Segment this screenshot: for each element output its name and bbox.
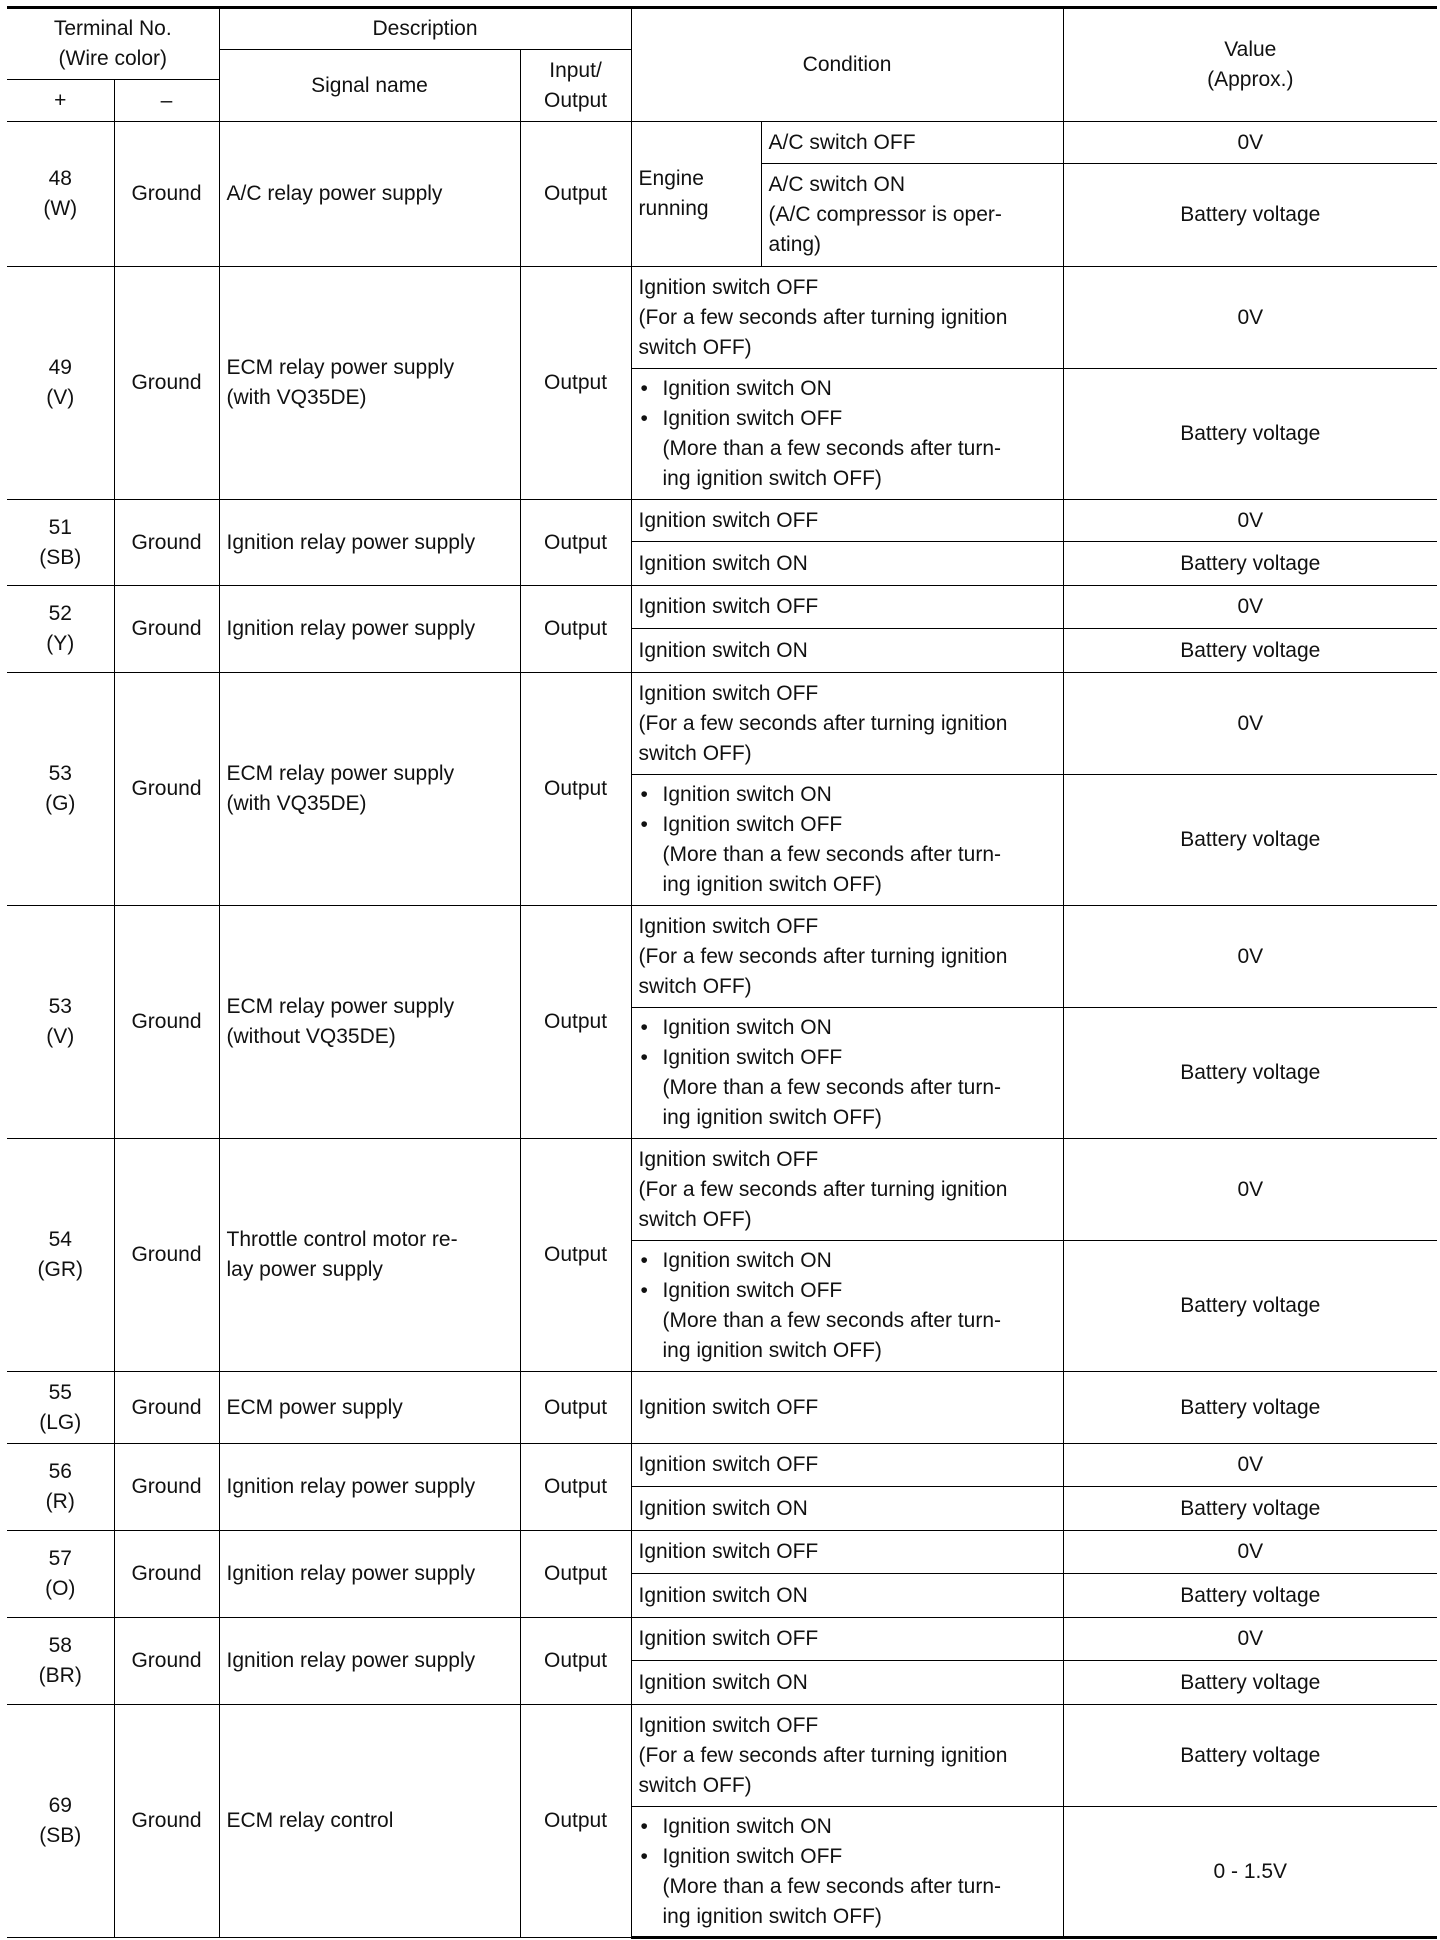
condition-bullet-list (639, 374, 1056, 434)
value-cell: 0V (1063, 267, 1437, 369)
terminal-number: 52 (Y) (7, 586, 114, 673)
condition-cell: A/C switch OFF (761, 122, 1063, 164)
value-cell: Battery voltage (1063, 369, 1437, 500)
ground-terminal: Ground (114, 673, 219, 906)
table-row (7, 1531, 1437, 1574)
ground-terminal: Ground (114, 1444, 219, 1531)
terminal-number: 51 (SB) (7, 500, 114, 586)
condition-bullet: • Ignition switch ON (639, 780, 1056, 810)
value-cell: 0V (1063, 1618, 1437, 1661)
ground-terminal: Ground (114, 500, 219, 586)
input-output: Output (520, 1139, 631, 1372)
condition-cell: Ignition switch OFF (631, 1531, 1063, 1574)
value-cell: 0V (1063, 1444, 1437, 1487)
condition-cell: Ignition switch OFF (631, 586, 1063, 629)
value-cell: Battery voltage (1063, 1487, 1437, 1531)
table-row (7, 122, 1437, 164)
condition-bullet-list (639, 780, 1056, 840)
condition-bullet: • Ignition switch OFF (639, 404, 1056, 434)
signal-name: ECM relay control (219, 1705, 520, 1938)
value-cell: Battery voltage (1063, 1661, 1437, 1705)
table-row (7, 1139, 1437, 1241)
condition-bullet-list (639, 1013, 1056, 1073)
input-output: Output (520, 906, 631, 1139)
value-cell: Battery voltage (1063, 1241, 1437, 1372)
value-cell: 0V (1063, 1139, 1437, 1241)
condition-cell: A/C switch ON (A/C compressor is oper- ating) (761, 164, 1063, 267)
condition-cell: Ignition switch OFF (For a few seconds after turning ignition switch OFF) (631, 1139, 1063, 1241)
terminal-number: 56 (R) (7, 1444, 114, 1531)
input-output: Output (520, 1531, 631, 1618)
value-cell: Battery voltage (1063, 1574, 1437, 1618)
condition-cell: Ignition switch ON (631, 1574, 1063, 1618)
signal-name: ECM relay power supply (with VQ35DE) (219, 673, 520, 906)
condition-cell (631, 1807, 1063, 1938)
condition-cell: Ignition switch OFF (For a few seconds after turning ignition switch OFF) (631, 673, 1063, 775)
terminal-number: 48 (W) (7, 122, 114, 267)
condition-bullet: • Ignition switch OFF (639, 810, 1056, 840)
table-row (7, 1372, 1437, 1444)
value-cell: 0V (1063, 1531, 1437, 1574)
condition-cell: Ignition switch OFF (For a few seconds after turning ignition switch OFF) (631, 267, 1063, 369)
ground-terminal: Ground (114, 586, 219, 673)
table-row (7, 267, 1437, 369)
header-signal-name: Signal name (219, 50, 520, 122)
signal-name: ECM relay power supply (without VQ35DE) (219, 906, 520, 1139)
ground-terminal: Ground (114, 906, 219, 1139)
input-output: Output (520, 673, 631, 906)
condition-bullet: • Ignition switch OFF (639, 1276, 1056, 1306)
value-cell: Battery voltage (1063, 1008, 1437, 1139)
condition-cell: Ignition switch OFF (631, 1444, 1063, 1487)
terminal-number: 69 (SB) (7, 1705, 114, 1938)
header-condition: Condition (631, 8, 1063, 122)
condition-cell (631, 775, 1063, 906)
table-row (7, 673, 1437, 775)
condition-bullet-list (639, 1246, 1056, 1306)
value-cell: Battery voltage (1063, 1372, 1437, 1444)
header-description: Description (219, 8, 631, 50)
value-cell: 0V (1063, 906, 1437, 1008)
value-cell: Battery voltage (1063, 1705, 1437, 1807)
condition-cell: Ignition switch ON (631, 629, 1063, 673)
condition-note: (More than a few seconds after turn- ing ignition switch OFF) (662, 437, 1002, 490)
terminal-number: 58 (BR) (7, 1618, 114, 1705)
ground-terminal: Ground (114, 122, 219, 267)
table-row (7, 1618, 1437, 1661)
condition-cell (631, 1241, 1063, 1372)
condition-note: (More than a few seconds after turn- ing ignition switch OFF) (662, 1076, 1002, 1129)
condition-cell: Ignition switch OFF (For a few seconds after turning ignition switch OFF) (631, 906, 1063, 1008)
value-cell: 0V (1063, 673, 1437, 775)
ground-terminal: Ground (114, 1705, 219, 1938)
condition-bullet: • Ignition switch OFF (639, 1043, 1056, 1073)
condition-cell (631, 1008, 1063, 1139)
signal-name: Ignition relay power supply (219, 500, 520, 586)
condition-bullet-list (639, 1812, 1056, 1872)
table-row (7, 906, 1437, 1008)
signal-name: Ignition relay power supply (219, 586, 520, 673)
terminal-number: 53 (G) (7, 673, 114, 906)
condition-bullet: • Ignition switch ON (639, 1812, 1056, 1842)
input-output: Output (520, 1372, 631, 1444)
input-output: Output (520, 586, 631, 673)
condition-cell: Ignition switch OFF (631, 1372, 1063, 1444)
terminal-table (7, 6, 1437, 1939)
condition-cell: Ignition switch OFF (631, 500, 1063, 542)
header-minus: – (114, 80, 219, 122)
value-cell: Battery voltage (1063, 629, 1437, 673)
signal-name: ECM power supply (219, 1372, 520, 1444)
condition-label: Engine running (631, 122, 761, 267)
condition-cell: Ignition switch OFF (For a few seconds after turning ignition switch OFF) (631, 1705, 1063, 1807)
signal-name: Ignition relay power supply (219, 1444, 520, 1531)
condition-note: (More than a few seconds after turn- ing ignition switch OFF) (662, 843, 1002, 896)
value-cell: 0V (1063, 500, 1437, 542)
signal-name: Ignition relay power supply (219, 1618, 520, 1705)
header-terminal: Terminal No. (Wire color) (7, 8, 219, 80)
terminal-number: 55 (LG) (7, 1372, 114, 1444)
table-row (7, 586, 1437, 629)
table-body (7, 122, 1437, 1938)
value-cell: 0V (1063, 122, 1437, 164)
table-row (7, 500, 1437, 542)
input-output: Output (520, 1444, 631, 1531)
condition-bullet: • Ignition switch OFF (639, 1842, 1056, 1872)
condition-note: (More than a few seconds after turn- ing ignition switch OFF) (662, 1874, 1002, 1928)
ground-terminal: Ground (114, 267, 219, 500)
condition-note: (More than a few seconds after turn- ing ignition switch OFF) (662, 1309, 1002, 1362)
input-output: Output (520, 500, 631, 586)
table-row (7, 1444, 1437, 1487)
header-plus: + (7, 80, 114, 122)
input-output: Output (520, 122, 631, 267)
header-value: Value (Approx.) (1063, 8, 1437, 122)
input-output: Output (520, 1618, 631, 1705)
condition-cell: Ignition switch ON (631, 1487, 1063, 1531)
terminal-number: 49 (V) (7, 267, 114, 500)
condition-bullet: • Ignition switch ON (639, 1013, 1056, 1043)
ground-terminal: Ground (114, 1531, 219, 1618)
ground-terminal: Ground (114, 1372, 219, 1444)
table-row (7, 1705, 1437, 1807)
signal-name: ECM relay power supply (with VQ35DE) (219, 267, 520, 500)
signal-name: Throttle control motor re- lay power supply (219, 1139, 520, 1372)
signal-name: A/C relay power supply (219, 122, 520, 267)
condition-cell: Ignition switch ON (631, 1661, 1063, 1705)
condition-bullet: • Ignition switch ON (639, 1246, 1056, 1276)
condition-cell: Ignition switch OFF (631, 1618, 1063, 1661)
input-output: Output (520, 267, 631, 500)
condition-cell (631, 369, 1063, 500)
value-cell: Battery voltage (1063, 775, 1437, 906)
ground-terminal: Ground (114, 1139, 219, 1372)
signal-name: Ignition relay power supply (219, 1531, 520, 1618)
value-cell: Battery voltage (1063, 164, 1437, 267)
terminal-number: 53 (V) (7, 906, 114, 1139)
condition-bullet: • Ignition switch ON (639, 374, 1056, 404)
input-output: Output (520, 1705, 631, 1938)
header-input-output: Input/ Output (520, 50, 631, 122)
value-cell: Battery voltage (1063, 542, 1437, 586)
value-cell: 0 - 1.5V (1063, 1807, 1437, 1938)
value-cell: 0V (1063, 586, 1437, 629)
ground-terminal: Ground (114, 1618, 219, 1705)
terminal-number: 57 (O) (7, 1531, 114, 1618)
terminal-number: 54 (GR) (7, 1139, 114, 1372)
condition-cell: Ignition switch ON (631, 542, 1063, 586)
